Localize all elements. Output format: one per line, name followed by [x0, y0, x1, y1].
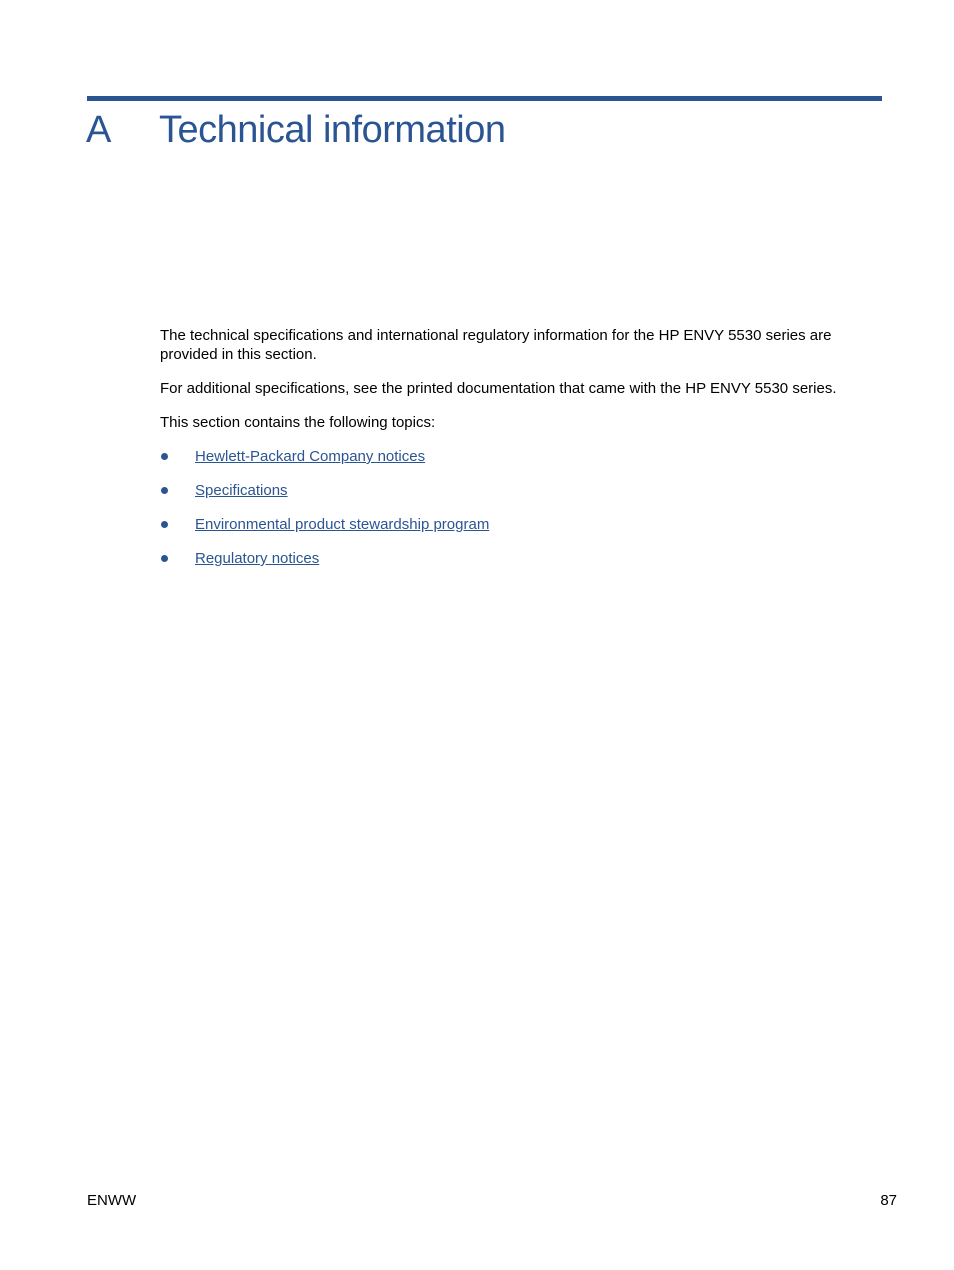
bullet-icon [161, 521, 168, 528]
additional-specs-paragraph: For additional specifications, see the printed documentation that came with the HP ENVY 5530 series. [160, 380, 837, 397]
footer-label: ENWW [87, 1192, 137, 1209]
bullet-icon [161, 555, 168, 562]
chapter-title: Technical information [159, 109, 506, 151]
topic-item-hp-notices [160, 447, 890, 466]
topic-item-environmental [160, 515, 890, 534]
topic-item-specifications [160, 481, 890, 500]
topic-link-environmental[interactable]: Environmental product stewardship program [195, 516, 490, 533]
topic-item-regulatory [160, 549, 890, 568]
chapter-body [160, 326, 890, 583]
topic-link-hp-notices[interactable]: Hewlett-Packard Company notices [195, 448, 426, 465]
topics-intro-paragraph: This section contains the following topics: [160, 414, 436, 431]
chapter-heading [86, 106, 886, 154]
chapter-rule [87, 96, 882, 101]
chapter-letter: A [86, 109, 111, 151]
bullet-icon [161, 453, 168, 460]
topic-link-specifications[interactable]: Specifications [195, 482, 288, 499]
intro-paragraph: The technical specifications and international regulatory information for the HP ENVY 5530 series are provided in this section. [160, 327, 832, 363]
bullet-icon [161, 487, 168, 494]
topic-link-regulatory[interactable]: Regulatory notices [195, 550, 320, 567]
page-number: 87 [880, 1192, 897, 1209]
topics-list [160, 447, 890, 568]
